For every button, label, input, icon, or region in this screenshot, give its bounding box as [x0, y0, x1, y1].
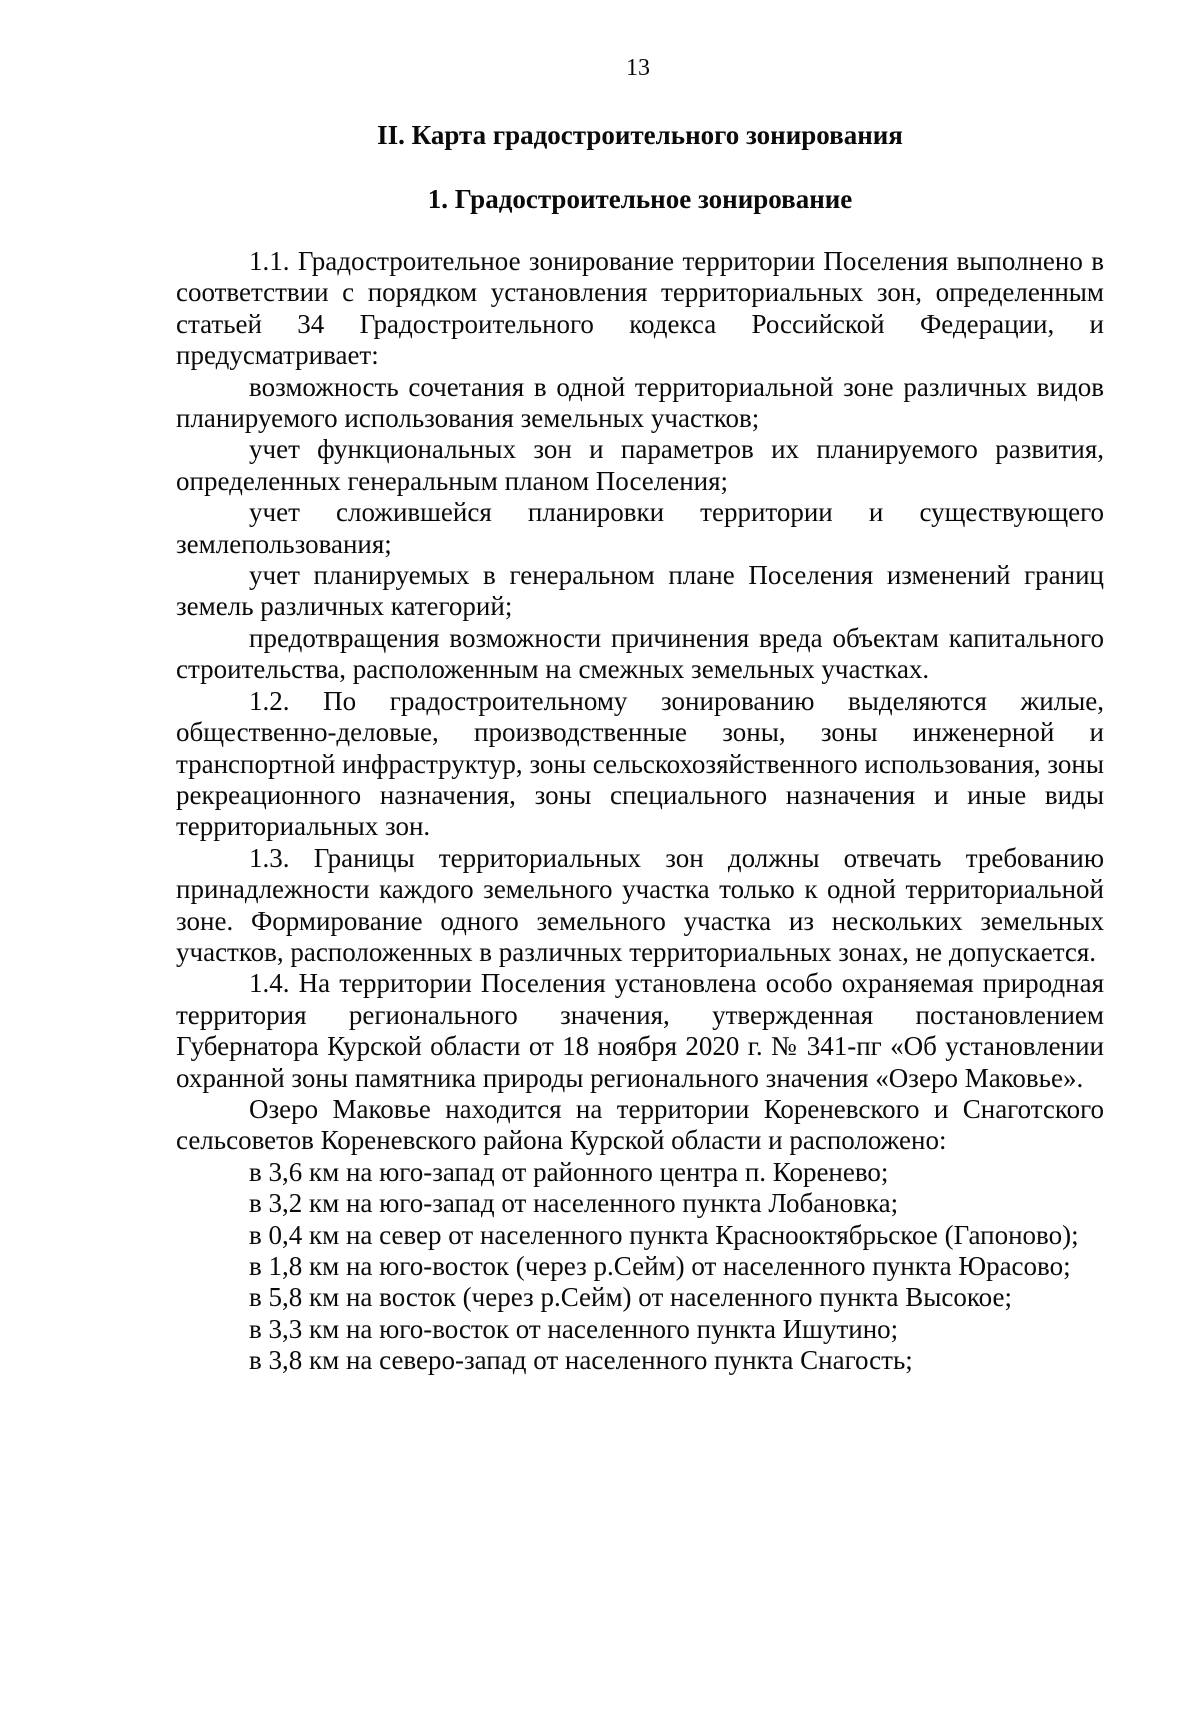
paragraph: 1.1. Градостроительное зонирование территории Поселения выполнено в соответствии с порядком установления территориальных зон, определенным статьей 34 Градостроительного кодекса Российской Федерации, и предусматривает:	[176, 246, 1104, 371]
subsection-title: 1. Градостроительное зонирование	[427, 184, 853, 214]
list-item: в 1,8 км на юго-восток (через р.Сейм) от населенного пункта Юрасово;	[249, 1251, 1071, 1281]
list-item: в 3,3 км на юго-восток от населенного пункта Ишутино;	[249, 1313, 899, 1344]
list-item: в 3,6 км на юго-запад от районного центра п. Коренево;	[249, 1156, 889, 1187]
paragraph: учет сложившейся планировки территории и существующего землепользования;	[176, 497, 1104, 559]
list-item: в 3,8 км на северо-запад от населенного пункта Снагость;	[249, 1345, 913, 1376]
paragraph: 1.4. На территории Поселения установлена особо охраняемая природная территория регионального значения, утвержденная постановлением Губернатора Курской области от 18 ноября 2020 г. № 341-пг «Об установлении охранной зоны памятника природы регионального значения «Озеро Маковье».	[176, 968, 1104, 1093]
section-title: II. Карта градостроительного зонирования	[377, 120, 903, 150]
list-item: в 0,4 км на север от населенного пункта Краснооктябрьское (Гапоново);	[249, 1219, 1079, 1250]
paragraph: возможность сочетания в одной территориальной зоне различных видов планируемого использования земельных участков;	[176, 371, 1104, 434]
paragraph: учет планируемых в генеральном плане Поселения изменений границ земель различных категорий;	[176, 560, 1104, 622]
paragraph: Озеро Маковье находится на территории Кореневского и Снаготского сельсоветов Кореневского района Курской области и расположено:	[176, 1093, 1104, 1156]
paragraph: предотвращения возможности причинения вреда объектам капитального строительства, расположенным на смежных земельных участках.	[176, 622, 1104, 685]
paragraph: 1.2. По градостроительному зонированию выделяются жилые, общественно-деловые, производственные зоны, зоны инженерной и транспортной инфраструктур, зоны сельскохозяйственного использования, зоны рекреационного назначения, зоны специального назначения и иные виды территориальных зон.	[176, 685, 1104, 842]
list-item: в 3,2 км на юго-запад от населенного пункта Лобановка;	[249, 1188, 899, 1219]
paragraph: учет функциональных зон и параметров их планируемого развития, определенных генеральным планом Поселения;	[176, 434, 1104, 496]
paragraph: 1.3. Границы территориальных зон должны отвечать требованию принадлежности каждого земельного участка только к одной территориальной зоне. Формирование одного земельного участка из нескольких земельных участков, расположенных в различных территориальных зонах, не допускается.	[176, 842, 1104, 967]
page-number: 13	[626, 55, 650, 81]
document-body	[176, 246, 1104, 1377]
list-item: в 5,8 км на восток (через р.Сейм) от населенного пункта Высокое;	[249, 1282, 1012, 1313]
